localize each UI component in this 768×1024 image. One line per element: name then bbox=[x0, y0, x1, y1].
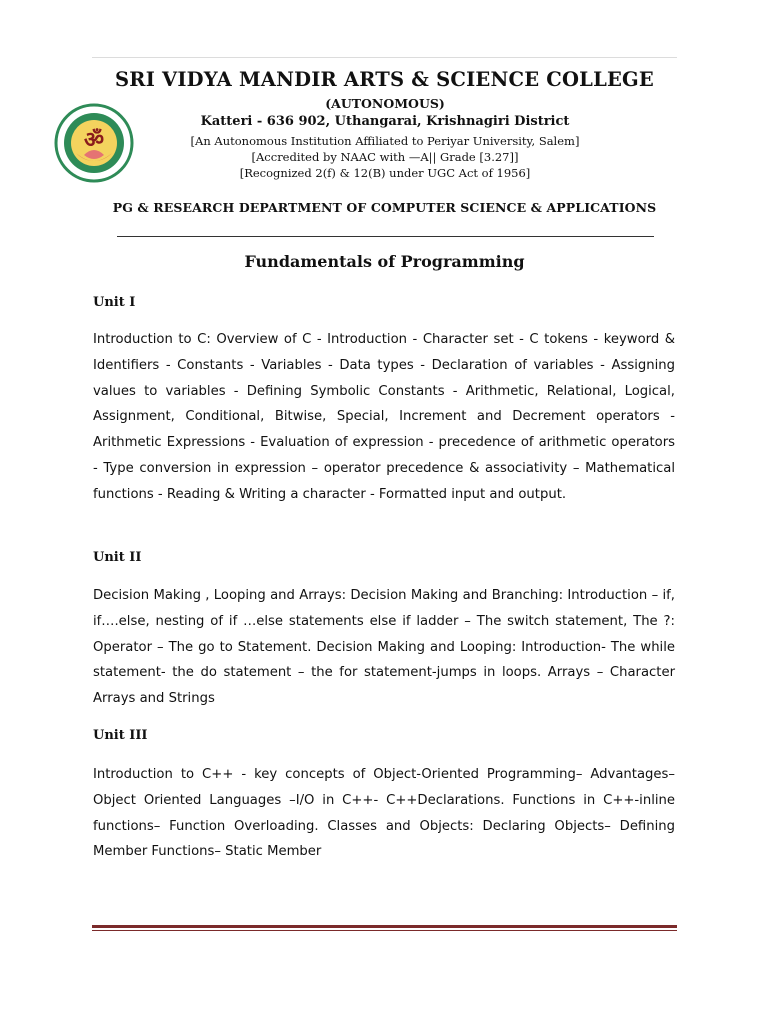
unit-3-heading: Unit III bbox=[93, 728, 148, 743]
unit-2-heading: Unit II bbox=[93, 550, 142, 565]
college-logo bbox=[54, 103, 134, 183]
unit-2-body: Decision Making , Looping and Arrays: Decision Making and Branching: Introduction – if, if….else, nesting of if …else statements else if ladder – The switch statement, The ?: Operator – The go to Statement. Decision Making and Looping: Introduction- The while statement- the do statement – the for statement-jumps in loops. Arrays – Character Arrays and Strings bbox=[93, 588, 675, 707]
college-name: SRI VIDYA MANDIR ARTS & SCIENCE COLLEGE bbox=[115, 68, 654, 91]
footer-divider-thin bbox=[92, 930, 677, 931]
department-name: PG & RESEARCH DEPARTMENT OF COMPUTER SCIENCE & APPLICATIONS bbox=[112, 200, 657, 215]
om-symbol: ॐ bbox=[83, 128, 105, 153]
accreditation-line: [Accredited by NAAC with —A|| Grade [3.27]] bbox=[251, 150, 519, 164]
unit-1-body: Introduction to C: Overview of C - Introduction - Character set - C tokens - keyword & Identifiers - Constants - Variables - Data types - Declaration of variables - Assigning values to variables - Defining Symbolic Constants - Arithmetic, Relational, Logical, Assignment, Conditional, Bitwise, Special, Increment and Decrement operators - Arithmetic Expressions - Evaluation of expression - precedence of arithmetic operators - Type conversion in expression – operator precedence & associativity – Mathematical functions - Reading & Writing a character - Formatted input and output. bbox=[93, 332, 675, 502]
department-divider bbox=[117, 236, 654, 237]
unit-1-heading: Unit I bbox=[93, 295, 136, 310]
subject-title: Fundamentals of Programming bbox=[244, 252, 525, 271]
unit-3-body: Introduction to C++ - key concepts of Object-Oriented Programming– Advantages– Object Oriented Languages –I/O in C++- C++Declarations. Functions in C++-inline functions– Function Overloading. Classes and Objects: Declaring Objects– Defining Member Functions– Static Member bbox=[93, 767, 675, 860]
college-address: Katteri - 636 902, Uthangarai, Krishnagiri District bbox=[200, 114, 570, 129]
top-divider bbox=[92, 57, 677, 58]
autonomous-label: (AUTONOMOUS) bbox=[325, 96, 445, 111]
footer-divider-thick bbox=[92, 925, 677, 928]
affiliation-line: [An Autonomous Institution Affiliated to Periyar University, Salem] bbox=[190, 134, 580, 148]
recognition-line: [Recognized 2(f) & 12(B) under UGC Act of 1956] bbox=[239, 166, 531, 180]
